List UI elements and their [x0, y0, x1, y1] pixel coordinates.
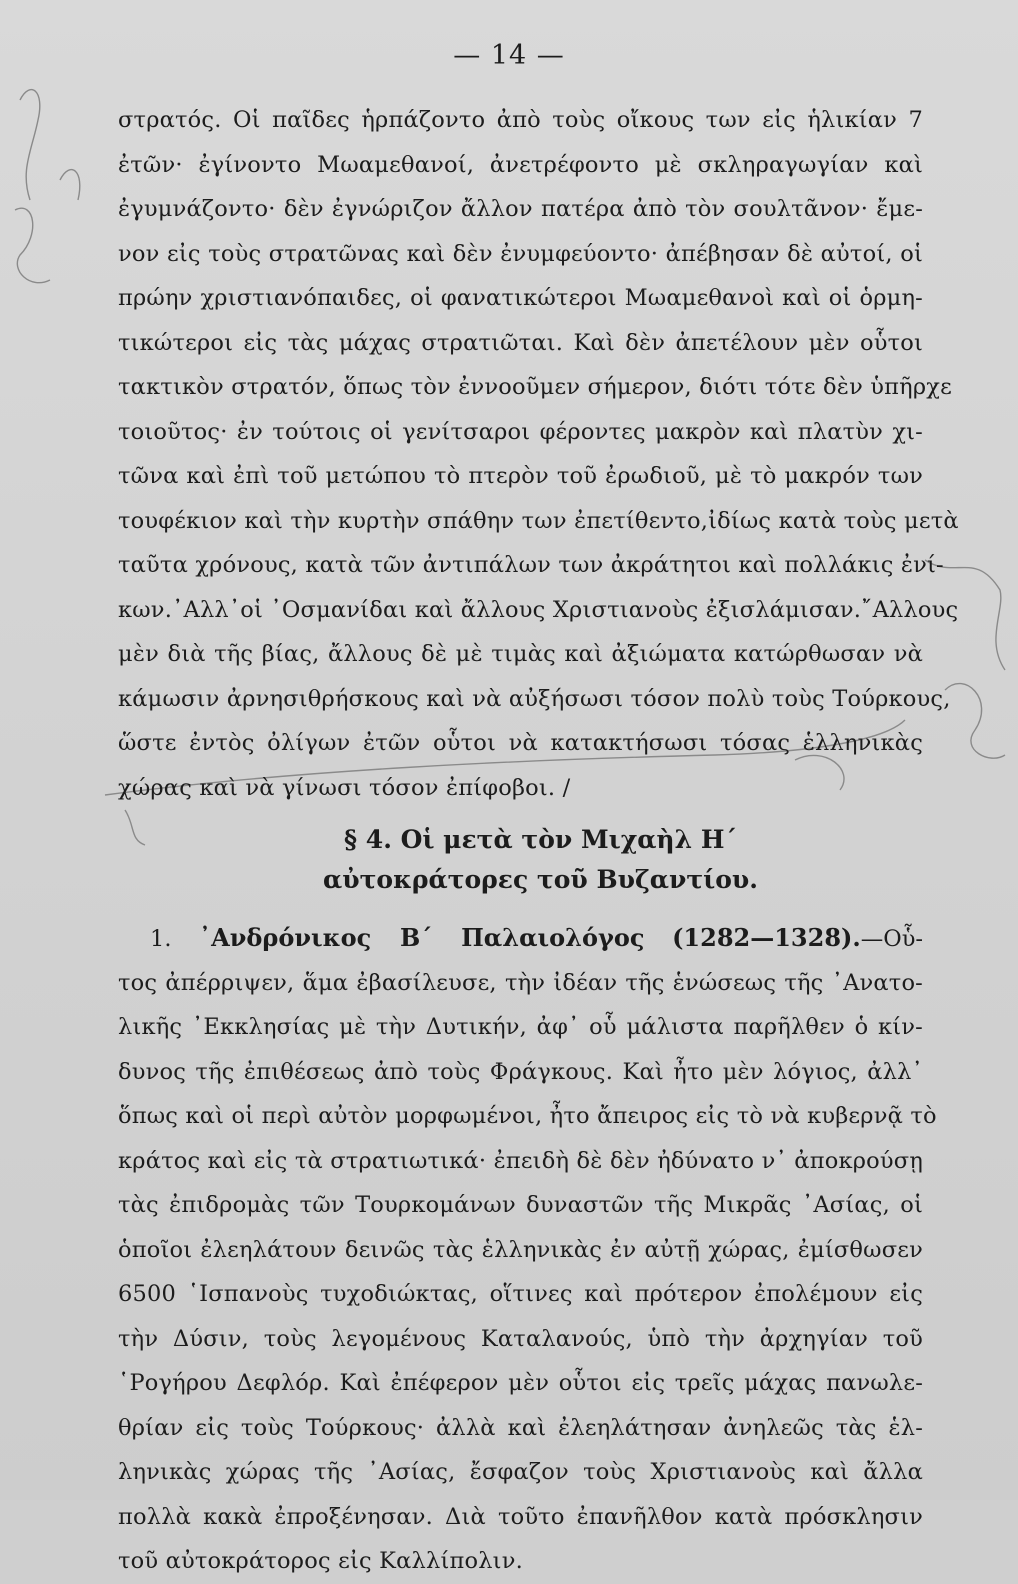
text-line: ὁποῖοι ἐλεηλάτουν δεινῶς τὰς ἑλληνικὰς ἐν αὐτῇ χώρας, ἐμίσθωσεν — [118, 1236, 923, 1263]
text-line: 6500 ῾Ισπανοὺς τυχοδιώκτας, οἵτινες καὶ πρότερον ἐπολέμουν εἰς — [118, 1281, 923, 1307]
text-line: μὲν διὰ τῆς βίας, ἄλλους δὲ μὲ τιμὰς καὶ ἀξιώματα κατώρθωσαν νὰ — [118, 641, 923, 667]
text-line: τικώτεροι εἰς τὰς μάχας στρατιῶται. Καὶ δὲν ἀπετέλουν μὲν οὗτοι — [118, 329, 923, 356]
text-line: ταῦτα χρόνους, κατὰ τῶν ἀντιπάλων των ἀκράτητοι καὶ πολλάκις ἐνί- — [118, 552, 944, 578]
text-line: τὰς ἐπιδρομὰς τῶν Τουρκομάνων δυναστῶν τῆς Μικρᾶς ᾿Ασίας, οἱ — [118, 1192, 923, 1218]
text-line: τὴν Δύσιν, τοὺς λεγομένους Καταλανούς, ὑπὸ τὴν ἀρχηγίαν τοῦ — [118, 1325, 923, 1352]
margin-annotation-left — [0, 60, 110, 320]
text-line: τουφέκιον καὶ τὴν κυρτὴν σπάθην των ἐπετίθεντο,ἰδίως κατὰ τοὺς μετὰ — [118, 507, 959, 534]
text-line: πρώην χριστιανόπαιδες, οἱ φανατικώτεροι Μωαμεθανοὶ καὶ οἱ ὁρμη- — [118, 285, 923, 311]
text-line: ληνικὰς χώρας τῆς ᾿Ασίας, ἔσφαζον τοὺς Χριστιανοὺς καὶ ἄλλα — [118, 1459, 923, 1485]
text-line: ὅπως καὶ οἱ περὶ αὐτὸν μορφωμένοι, ἦτο ἄπειρος εἰς τὸ νὰ κυβερνᾷ τὸ — [118, 1103, 937, 1129]
text-line: κων.᾿Αλλ᾿οἱ ᾿Οσμανίδαι καὶ ἄλλους Χριστιανοὺς ἐξισλάμισαν.῎Αλλους — [118, 596, 959, 623]
entry-andronikos — [118, 916, 937, 1584]
text-line: ῾Ρογήρου Δεφλόρ. Καὶ ἐπέφερον μὲν οὗτοι εἰς τρεῖς μάχας πανωλε- — [118, 1370, 923, 1396]
text-line: κράτος καὶ εἰς τὰ στρατιωτικά· ἐπειδὴ δὲ δὲν ἠδύνατο ν᾿ ἀποκρούσῃ — [118, 1147, 923, 1174]
text-line: νον εἰς τοὺς στρατῶνας καὶ δὲν ἐνυμφεύοντο· ἀπέβησαν δὲ αὐτοί, οἱ — [118, 240, 923, 267]
text-line: τακτικὸν στρατόν, ὅπως τὸν ἐννοοῦμεν σήμερον, διότι τότε δὲν ὑπῆρχε — [118, 374, 952, 400]
section-heading-line-2: αὐτοκράτορες τοῦ Βυζαντίου. — [323, 865, 758, 894]
text-line: χώρας καὶ νὰ γίνωσι τόσον ἐπίφοβοι. / — [118, 774, 571, 801]
text-line: θρίαν εἰς τοὺς Τούρκους· ἀλλὰ καὶ ἐλεηλάτησαν ἀνηλεῶς τὰς ἑλ- — [118, 1414, 923, 1441]
text-line: κάμωσιν ἀρνησιθρήσκους καὶ νὰ αὐξήσωσι τόσον πολὺ τοὺς Τούρκους, — [118, 685, 951, 712]
text-line: ἐτῶν· ἐγίνοντο Μωαμεθανοί, ἀνετρέφοντο μὲ σκληραγωγίαν καὶ — [118, 151, 923, 178]
section-heading-line-1: § 4. Οἱ μετὰ τὸν Μιχαὴλ Η΄ — [344, 825, 737, 854]
text-line: δυνος τῆς ἐπιθέσεως ἀπὸ τοὺς Φράγκους. Καὶ ἦτο μὲν λόγιος, ἀλλ᾿ — [118, 1058, 923, 1085]
entry-first-line — [118, 916, 923, 961]
entry-first-line-rest: —Οὗ- — [860, 926, 923, 952]
text-line: ὥστε ἐντὸς ὀλίγων ἐτῶν οὗτοι νὰ κατακτήσωσι τόσας ἑλληνικὰς — [118, 730, 923, 756]
paragraph-1 — [118, 98, 959, 810]
text-line: τῶνα καὶ ἐπὶ τοῦ μετώπου τὸ πτερὸν τοῦ ἐρωδιοῦ, μὲ τὸ μακρόν των — [118, 463, 923, 489]
page-number: — 14 — — [453, 40, 565, 71]
text-line: τος ἀπέρριψεν, ἅμα ἐβασίλευσε, τὴν ἰδέαν τῆς ἑνώσεως τῆς ᾿Ανατο- — [118, 969, 923, 996]
text-line: λικῆς ᾿Εκκλησίας μὲ τὴν Δυτικήν, ἀφ᾿ οὗ μάλιστα παρῆλθεν ὁ κίν- — [118, 1014, 923, 1040]
text-line: τοῦ αὐτοκράτορος εἰς Καλλίπολιν. — [118, 1548, 523, 1574]
page-body — [118, 98, 959, 1584]
entry-ruler-name: ᾿Ανδρόνικος Β΄ Παλαιολόγος — [199, 923, 645, 952]
text-line: στρατός. Οἱ παῖδες ἡρπάζοντο ἀπὸ τοὺς οἴκους των εἰς ἡλικίαν 7 — [118, 107, 923, 133]
text-line: τοιοῦτος· ἐν τούτοις οἱ γενίτσαροι φέροντες μακρὸν καὶ πλατὺν χι- — [118, 418, 923, 445]
text-line: ἐγυμνάζοντο· δὲν ἐγνώριζον ἄλλον πατέρα ἀπὸ τὸν σουλτᾶνον· ἔμε- — [118, 196, 923, 222]
text-line: πολλὰ κακὰ ἐπροξένησαν. Διὰ τοῦτο ἐπανῆλθον κατὰ πρόσκλησιν — [118, 1503, 923, 1530]
entry-number: 1. — [150, 926, 172, 952]
entry-years: (1282—1328). — [672, 923, 861, 952]
